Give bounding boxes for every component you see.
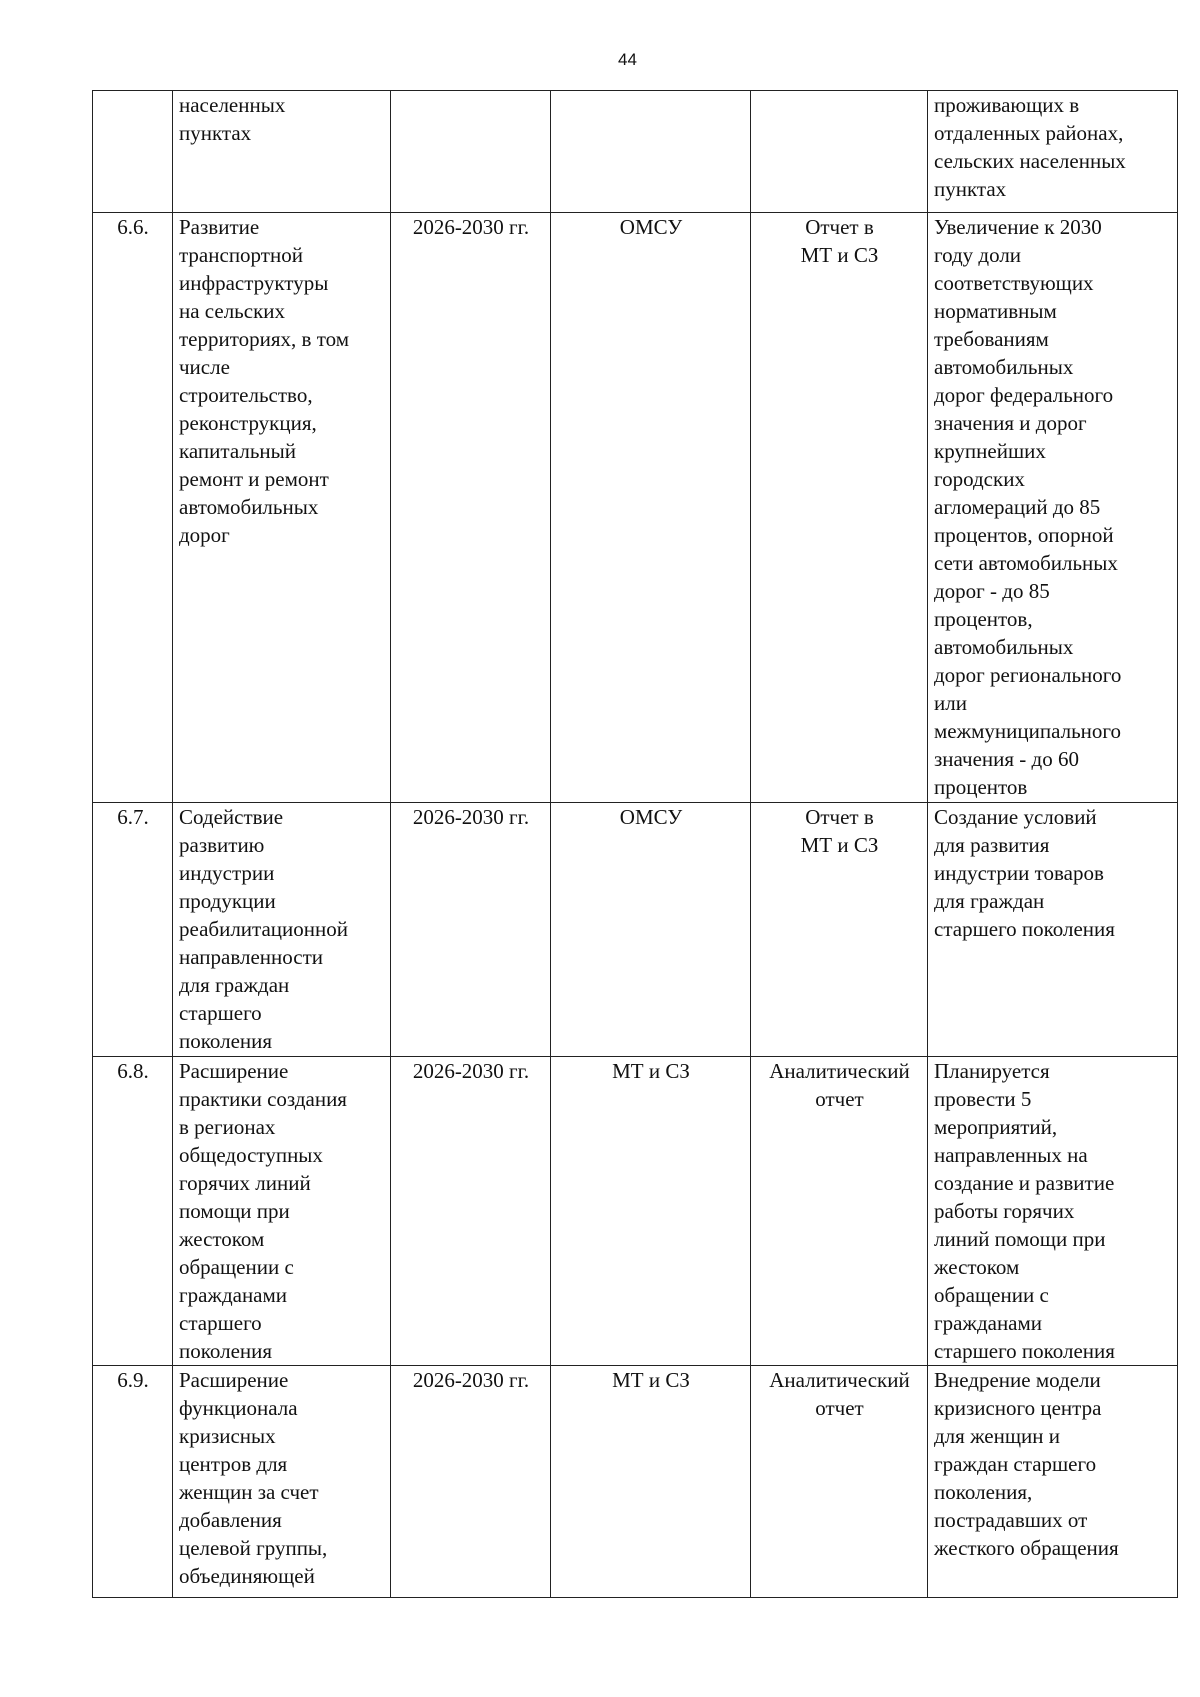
activity-cell: населенных пунктах: [173, 91, 391, 213]
term-cell: 2026-2030 гг.: [391, 1057, 551, 1366]
term-cell: 2026-2030 гг.: [391, 803, 551, 1057]
report-form-cell: Отчет в МТ и СЗ: [751, 213, 928, 803]
term-cell: 2026-2030 гг.: [391, 213, 551, 803]
expected-result-cell: Внедрение модели кризисного центра для женщин и граждан старшего поколения, пострадавших от жесткого обращения: [928, 1366, 1178, 1598]
page-number: 44: [618, 50, 637, 69]
expected-result-cell: Создание условий для развития индустрии товаров для граждан старшего поколения: [928, 803, 1178, 1057]
row-number-cell: 6.9.: [93, 1366, 173, 1598]
expected-result-cell: Планируется провести 5 мероприятий, направленных на создание и развитие работы горячих линий помощи при жестоком обращении с гражданами старшего поколения: [928, 1057, 1178, 1366]
table-row-6-6: [93, 213, 1178, 803]
executor-cell: МТ и СЗ: [551, 1057, 751, 1366]
table-row-continuation: [93, 91, 1178, 213]
expected-result-cell: Увеличение к 2030 году доли соответствующих нормативным требованиям автомобильных дорог федерального значения и дорог крупнейших городских агломераций до 85 процентов, опорной сети автомобильных дорог - до 85 процентов, автомобильных дорог регионального или межмуниципального значения - до 60 процентов: [928, 213, 1178, 803]
executor-cell: [551, 91, 751, 213]
action-plan-table: [92, 90, 1178, 1598]
table-row-6-8: [93, 1057, 1178, 1366]
expected-result-cell: проживающих в отдаленных районах, сельских населенных пунктах: [928, 91, 1178, 213]
executor-cell: ОМСУ: [551, 213, 751, 803]
executor-cell: ОМСУ: [551, 803, 751, 1057]
term-cell: [391, 91, 551, 213]
activity-cell: Расширение практики создания в регионах общедоступных горячих линий помощи при жестоком обращении с гражданами старшего поколения: [173, 1057, 391, 1366]
table-row-6-7: [93, 803, 1178, 1057]
activity-cell: Развитие транспортной инфраструктуры на сельских территориях, в том числе строительство, реконструкция, капитальный ремонт и ремонт автомобильных дорог: [173, 213, 391, 803]
row-number-cell: [93, 91, 173, 213]
report-form-cell: Отчет в МТ и СЗ: [751, 803, 928, 1057]
activity-cell: Расширение функционала кризисных центров для женщин за счет добавления целевой группы, объединяющей: [173, 1366, 391, 1598]
row-number-cell: 6.8.: [93, 1057, 173, 1366]
row-number-cell: 6.7.: [93, 803, 173, 1057]
report-form-cell: [751, 91, 928, 213]
term-cell: 2026-2030 гг.: [391, 1366, 551, 1598]
table-row-6-9: [93, 1366, 1178, 1598]
executor-cell: МТ и СЗ: [551, 1366, 751, 1598]
report-form-cell: Аналитический отчет: [751, 1057, 928, 1366]
activity-cell: Содействие развитию индустрии продукции реабилитационной направленности для граждан старшего поколения: [173, 803, 391, 1057]
report-form-cell: Аналитический отчет: [751, 1366, 928, 1598]
row-number-cell: 6.6.: [93, 213, 173, 803]
